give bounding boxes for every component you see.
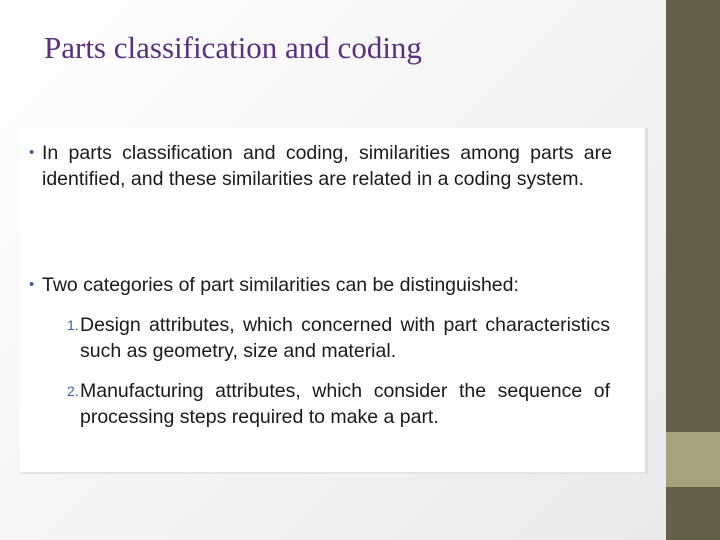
bullet-item [29,272,612,298]
bullet-marker: • [29,144,35,161]
numbered-item [67,312,610,364]
item-text: Manufacturing attributes, which consider the sequence of processing steps required to make a part. [80,380,610,428]
content-image-box [20,128,648,474]
numbered-item [67,378,610,430]
side-decor-accent [666,432,720,487]
item-number: 2. [67,383,79,399]
slide-title: Parts classification and coding [44,30,422,65]
item-text: Design attributes, which concerned with part characteristics such as geometry, size and material. [80,314,610,362]
bullet-text: In parts classification and coding, similarities among parts are identified, and these similarities are related in a coding system. [42,142,612,190]
item-number: 1. [67,317,79,333]
bullet-marker: • [29,276,35,293]
bullet-text: Two categories of part similarities can be distinguished: [42,274,519,296]
bullet-item [29,140,612,192]
